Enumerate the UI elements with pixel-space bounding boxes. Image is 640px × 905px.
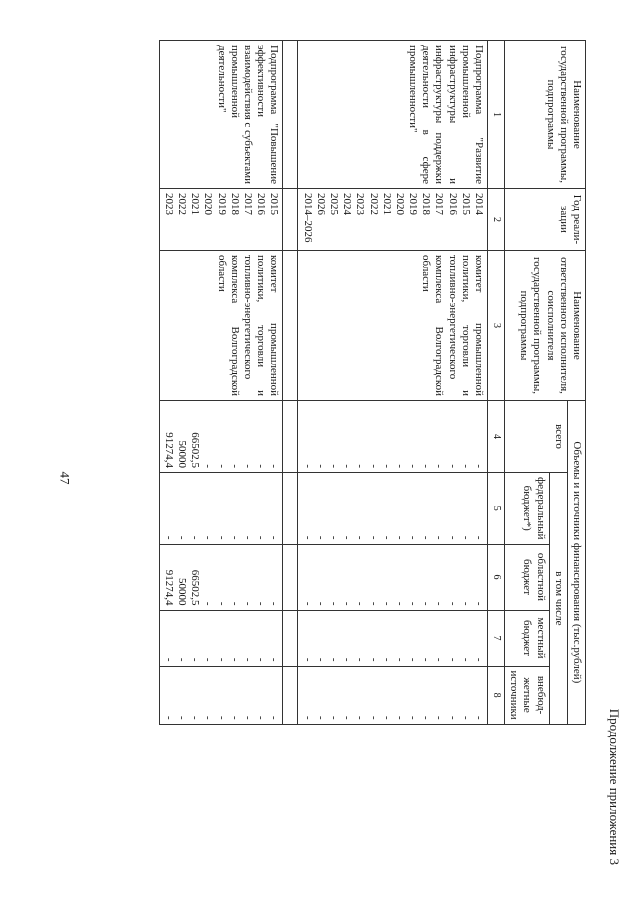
header-extrabudget: внебюд-жетные источники	[505, 666, 550, 724]
header-including: в том числе	[549, 473, 567, 725]
appendix-continuation-note: Продолжение приложения 3	[607, 708, 622, 865]
column-number: 6	[488, 544, 505, 610]
federal-cell: - - - - - - - - -	[159, 473, 283, 545]
federal-cell: - - - - - - - - - - - - - -	[298, 473, 488, 545]
header-regional: областной бюджет	[505, 544, 550, 610]
regional-cell: - - - - - - 66502,5 50000 91274,4	[159, 544, 283, 610]
regional-cell: - - - - - - - - - - - - - -	[298, 544, 488, 610]
header-funding-group: Объемы и источники финансирования (тыс.рублей)	[567, 401, 585, 725]
column-number: 3	[488, 251, 505, 401]
table-row	[298, 41, 488, 725]
program-name-cell: Подпрограмма "Развитие промышленной инфраструктуры и инфраструктуры поддержки деятельности в сфере промышленности"	[298, 41, 488, 189]
table-row	[159, 41, 283, 725]
local-cell: - - - - - - - - -	[159, 610, 283, 666]
header-local: местный бюджет	[505, 610, 550, 666]
executor-cell: комитет промышленной политики, торговли и топливно-энергетического комплекса Волгоградской области	[298, 251, 488, 401]
column-number: 8	[488, 666, 505, 724]
financing-table	[159, 40, 586, 725]
header-federal: федеральный бюджет*)	[505, 473, 550, 545]
header-executor: Наименование ответственного исполнителя, соисполнителя государственной программы, подпрограммы	[505, 251, 586, 401]
column-number: 5	[488, 473, 505, 545]
column-number: 1	[488, 41, 505, 189]
program-name-cell: Подпрограмма "Повышение эффективности взаимодействия с субъектами промышленной деятельности"	[159, 41, 283, 189]
years-cell: 2014 2015 2016 2017 2018 2019 2020 2021 2022 2023 2024 2025 2026 2014–2026	[298, 189, 488, 251]
local-cell: - - - - - - - - - - - - - -	[298, 610, 488, 666]
column-number: 2	[488, 189, 505, 251]
column-number: 4	[488, 401, 505, 473]
row-spacer	[283, 41, 298, 725]
executor-cell: комитет промышленной политики, торговли и топливно-энергетического комплекса Волгоградской области	[159, 251, 283, 401]
column-number: 7	[488, 610, 505, 666]
total-cell: - - - - - - 66502,5 50000 91274,4	[159, 401, 283, 473]
header-program-name: Наименование государственной программы, подпрограммы	[505, 41, 586, 189]
total-cell: - - - - - - - - - - - - - -	[298, 401, 488, 473]
extrabudget-cell: - - - - - - - - -	[159, 666, 283, 724]
extrabudget-cell: - - - - - - - - - - - - - -	[298, 666, 488, 724]
page-number: 47	[57, 471, 73, 485]
years-cell: 2015 2016 2017 2018 2019 2020 2021 2022 2023	[159, 189, 283, 251]
header-year: Год реали-зации	[505, 189, 586, 251]
header-total: всего	[505, 401, 568, 473]
